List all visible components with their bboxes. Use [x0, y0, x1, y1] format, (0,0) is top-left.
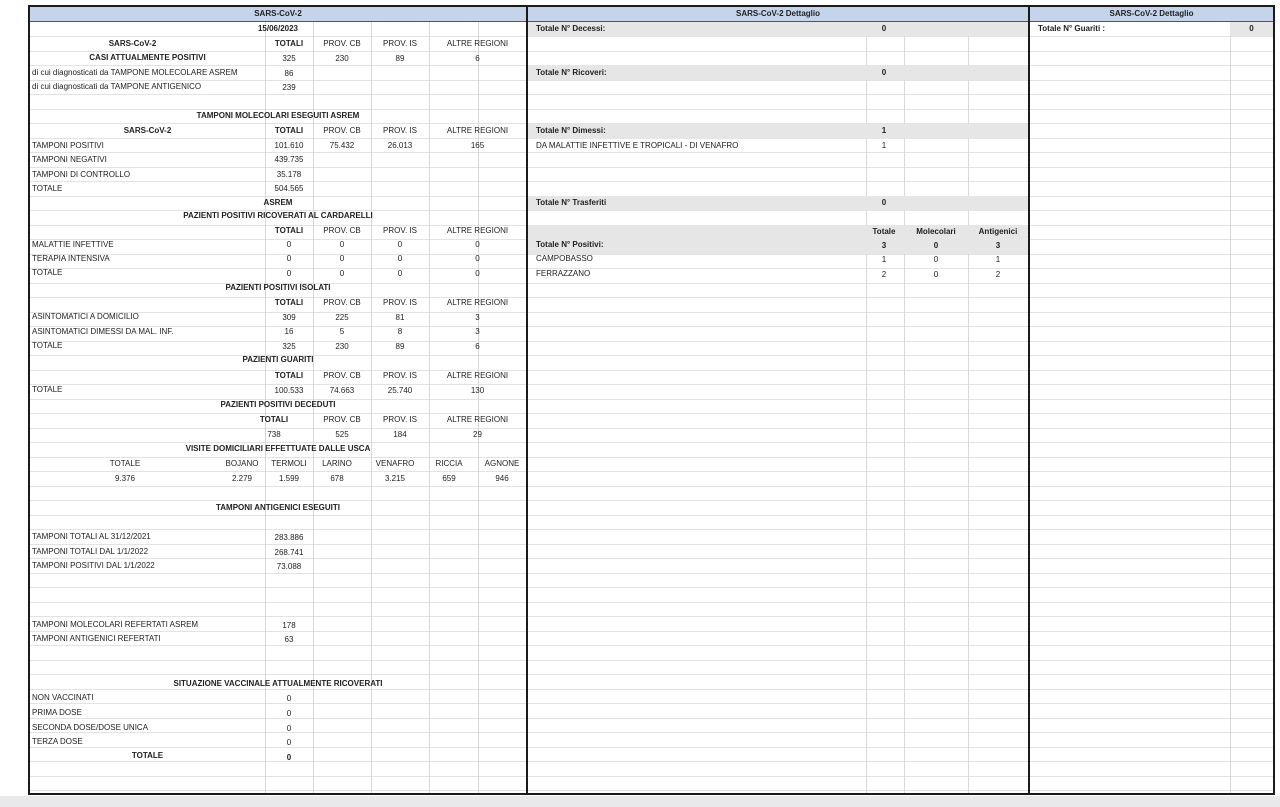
deceduti-title: PAZIENTI POSITIVI DECEDUTI [220, 400, 336, 409]
grid-line [30, 616, 526, 617]
vaccini-title: SITUAZIONE VACCINALE ATTUALMENTE RICOVERATI [173, 679, 383, 688]
visite-col-riccia: RICCIA [435, 459, 463, 468]
grid-line [528, 486, 1028, 487]
grid-line [528, 471, 1028, 472]
grid-line [528, 500, 1028, 501]
table-row-label: TAMPONI NEGATIVI [32, 155, 107, 164]
table-row-label: FERRAZZANO [536, 269, 591, 278]
table-cell: 16 [284, 327, 294, 336]
grid-line [30, 602, 526, 603]
visite-bojano: 2.279 [231, 474, 253, 483]
grid-line [1030, 36, 1273, 37]
grid-line [528, 718, 1028, 719]
grid-line [528, 645, 1028, 646]
ricoverati-col-cb: PROV. CB [323, 226, 361, 235]
right-panel-header: SARS-CoV-2 Dettaglio [1030, 7, 1273, 22]
visite-riccia: 659 [442, 474, 456, 483]
grid-line [528, 94, 1028, 95]
table-row-label: ASINTOMATICI DIMESSI DA MAL. INF. [32, 327, 174, 336]
grid-line [1030, 94, 1273, 95]
table-cell: 25.740 [387, 386, 413, 395]
isolati-col-cb: PROV. CB [323, 298, 361, 307]
visite-col-agnone: AGNONE [484, 459, 520, 468]
grid-line [528, 587, 1028, 588]
table-cell: 0 [339, 269, 345, 278]
table-cell: 1 [995, 255, 1001, 264]
table-row-label: TERZA DOSE [32, 737, 83, 746]
positivi-totale: 3 [881, 241, 887, 250]
grid-line [30, 544, 526, 545]
grid-line [528, 51, 1028, 52]
tamponi-col-altre: ALTRE REGIONI [446, 126, 509, 135]
table-row-label: PRIMA DOSE [32, 708, 82, 717]
ricoverati-col-is: PROV. IS [383, 226, 417, 235]
table-cell: 0 [286, 254, 292, 263]
grid-line [30, 457, 526, 458]
table-cell: 0 [397, 254, 403, 263]
table-cell: 439.735 [274, 155, 304, 164]
table-cell: 0 [286, 240, 292, 249]
deceduti-col-totali: TOTALI [259, 415, 289, 424]
table-cell: 0 [339, 240, 345, 249]
deceduti-is: 184 [393, 430, 407, 439]
table-cell: 0 [475, 269, 480, 278]
grid-line [1030, 703, 1273, 704]
table-cell: 1 [881, 255, 887, 264]
table-cell: 0 [286, 269, 292, 278]
ricoverati-col-altre: ALTRE REGIONI [446, 226, 509, 235]
grid-line [1030, 167, 1273, 168]
grid-line [1030, 486, 1273, 487]
table-cell: 165 [470, 141, 485, 150]
grid-line [1030, 602, 1273, 603]
grid-line [30, 36, 526, 37]
visite-col-bojano: BOJANO [225, 459, 259, 468]
guariti-title: PAZIENTI GUARITI [242, 355, 314, 364]
grid-line [1030, 225, 1273, 226]
table-row-label: TERAPIA INTENSIVA [32, 254, 110, 263]
positivi-col-molecolari: Molecolari [916, 227, 956, 236]
isolati-col-altre: ALTRE REGIONI [446, 298, 509, 307]
grid-line [30, 631, 526, 632]
table-row-label: TAMPONI POSITIVI [32, 141, 104, 150]
grid-line [1030, 442, 1273, 443]
tamponi-col-cb: PROV. CB [323, 126, 361, 135]
guariti-col-is: PROV. IS [383, 371, 417, 380]
grid-line [1030, 80, 1273, 81]
grid-line [528, 457, 1028, 458]
grid-line [528, 674, 1028, 675]
grid-line [1030, 181, 1273, 182]
table-cell: 2 [995, 270, 1001, 279]
grid-line [1030, 341, 1273, 342]
trasferiti-value: 0 [881, 198, 887, 207]
grid-line [30, 573, 526, 574]
visite-agnone: 946 [495, 474, 509, 483]
deceduti-col-is: PROV. IS [383, 415, 417, 424]
visite-col-totale: TOTALE [109, 459, 141, 468]
ricoveri-value: 0 [881, 68, 887, 77]
grid-line [528, 631, 1028, 632]
table-cell: 230 [335, 342, 349, 351]
table-row-label: CAMPOBASSO [536, 254, 593, 263]
visite-title: VISITE DOMICILIARI EFFETTUATE DALLE USCA [185, 444, 371, 453]
grid-line [30, 529, 526, 530]
grid-line [528, 544, 1028, 545]
table-cell: 0 [475, 254, 480, 263]
grid-line [30, 123, 526, 124]
grid-line [30, 196, 526, 197]
guariti-value: 0 [1249, 24, 1254, 33]
grid-line [1030, 573, 1273, 574]
grid-line [528, 529, 1028, 530]
ricoveri-label: Totale N° Ricoveri: [536, 68, 607, 77]
guariti-label: Totale N° Guariti : [1038, 24, 1106, 33]
grid-line [1030, 51, 1273, 52]
right-panel [1030, 7, 1273, 793]
grid-line [528, 167, 1028, 168]
isolati-title: PAZIENTI POSITIVI ISOLATI [225, 283, 331, 292]
table-row-label: TAMPONI ANTIGENICI REFERTATI [32, 634, 161, 643]
grid-line [30, 167, 526, 168]
grid-line [30, 587, 526, 588]
grid-line [1030, 152, 1273, 153]
grid-line [1030, 239, 1273, 240]
deceduti-col-cb: PROV. CB [323, 415, 361, 424]
grid-line [30, 790, 526, 791]
deceduti-totali: 738 [267, 430, 281, 439]
grid-line [1030, 471, 1273, 472]
grid-line [30, 80, 526, 81]
antigenici-title: TAMPONI ANTIGENICI ESEGUITI [215, 503, 340, 512]
grid-line [1030, 399, 1273, 400]
table-cell: 6 [475, 342, 480, 351]
vaccini-total-label: TOTALE [131, 751, 164, 760]
table-row-label: TAMPONI TOTALI DAL 1/1/2022 [32, 547, 149, 556]
table-row-label: MALATTIE INFETTIVE [32, 240, 114, 249]
left-panel-header: SARS-CoV-2 [30, 7, 526, 22]
table-cell: 81 [395, 313, 405, 322]
grid-line [1030, 689, 1273, 690]
table-cell: 0 [475, 240, 480, 249]
casi-cb: 230 [335, 54, 349, 63]
grid-line [528, 268, 1028, 269]
grid-line [1030, 587, 1273, 588]
table-cell: 63 [284, 635, 294, 644]
grid-line [1030, 660, 1273, 661]
table-row-label: TAMPONI POSITIVI DAL 1/1/2022 [32, 561, 155, 570]
table-cell: 0 [286, 738, 292, 747]
grid-line [30, 65, 526, 66]
decessi-value: 0 [881, 24, 887, 33]
tamponi-title: TAMPONI MOLECOLARI ESEGUITI ASREM [196, 111, 360, 120]
table-cell: 283.886 [274, 533, 304, 542]
grid-line [528, 413, 1028, 414]
left-panel [30, 7, 526, 793]
grid-line [1230, 22, 1231, 793]
table-cell: 101.610 [274, 141, 304, 150]
grid-line [30, 500, 526, 501]
grid-line [528, 573, 1028, 574]
col-header-prov-cb: PROV. CB [323, 39, 361, 48]
grid-line [30, 138, 526, 139]
grid-line [1030, 428, 1273, 429]
grid-line [528, 616, 1028, 617]
positivi-label: Totale N° Positivi: [536, 240, 604, 249]
grid-line [1030, 718, 1273, 719]
visite-col-termoli: TERMOLI [271, 459, 307, 468]
grid-line [1030, 645, 1273, 646]
dimessi-value: 1 [881, 126, 887, 135]
grid-line [528, 36, 1028, 37]
grid-line [1030, 138, 1273, 139]
grid-line [1030, 761, 1273, 762]
table-cell: 0 [286, 709, 292, 718]
table-cell: 178 [282, 621, 296, 630]
grid-line [528, 109, 1028, 110]
grid-line [30, 384, 526, 385]
casi-title: CASI ATTUALMENTE POSITIVI [89, 53, 206, 62]
grid-line [1030, 109, 1273, 110]
grid-line [1030, 355, 1273, 356]
grid-line [30, 51, 526, 52]
table-cell: 75.432 [329, 141, 355, 150]
table-row-label: TOTALE [32, 385, 63, 394]
grid-line [528, 341, 1028, 342]
grid-line [528, 181, 1028, 182]
guariti-col-totali: TOTALI [274, 371, 304, 380]
grid-line [528, 790, 1028, 791]
dimessi-row-value: 1 [881, 141, 887, 150]
grid-line [1030, 312, 1273, 313]
col-header-prov-is: PROV. IS [383, 39, 417, 48]
grid-line [1030, 732, 1273, 733]
grid-line [528, 384, 1028, 385]
grid-line [1030, 674, 1273, 675]
grid-line [528, 761, 1028, 762]
table-row-label: TAMPONI MOLECOLARI REFERTATI ASREM [32, 620, 199, 629]
table-cell: 3 [475, 313, 480, 322]
col-header-altre: ALTRE REGIONI [446, 39, 509, 48]
positivi-antigenici: 3 [995, 241, 1001, 250]
grid-line [30, 413, 526, 414]
table-cell: 3 [475, 327, 480, 336]
grid-line [1030, 196, 1273, 197]
grid-line [1030, 457, 1273, 458]
grid-line [528, 312, 1028, 313]
casi-row-label: di cui diagnosticati da TAMPONE MOLECOLARE ASREM [32, 68, 238, 77]
page-bottom-strip [0, 796, 1280, 807]
grid-line [30, 660, 526, 661]
grid-line [528, 442, 1028, 443]
grid-line [30, 152, 526, 153]
casi-altre: 6 [475, 54, 480, 63]
guariti-col-cb: PROV. CB [323, 371, 361, 380]
spreadsheet-sheet [28, 5, 1275, 795]
grid-line [30, 674, 526, 675]
grid-line [30, 776, 526, 777]
table-cell: 0 [286, 694, 292, 703]
grid-line [30, 94, 526, 95]
table-row-label: ASINTOMATICI A DOMICILIO [32, 312, 139, 321]
grid-line [528, 660, 1028, 661]
middle-panel [528, 7, 1028, 793]
table-row-label: SECONDA DOSE/DOSE UNICA [32, 723, 149, 732]
grid-line [1030, 616, 1273, 617]
grid-line [528, 776, 1028, 777]
isolati-col-is: PROV. IS [383, 298, 417, 307]
grid-line [528, 399, 1028, 400]
grid-line [1030, 544, 1273, 545]
grid-line [1030, 65, 1273, 66]
deceduti-cb: 525 [335, 430, 349, 439]
casi-row-value: 86 [284, 69, 294, 78]
dimessi-label: Totale N° Dimessi: [536, 126, 606, 135]
grid-line [1030, 123, 1273, 124]
asrem-label: ASREM [263, 198, 293, 207]
grid-line [1030, 326, 1273, 327]
grid-line [528, 602, 1028, 603]
visite-col-larino: LARINO [322, 459, 352, 468]
table-cell: 5 [339, 327, 345, 336]
grid-line [1030, 210, 1273, 211]
ricoverati-col-totali: TOTALI [274, 226, 304, 235]
trasferiti-label: Totale N° Trasferiti [536, 198, 607, 207]
table-row-label: TAMPONI DI CONTROLLO [32, 170, 131, 179]
table-cell: 504.565 [274, 184, 304, 193]
grid-line [528, 370, 1028, 371]
table-cell: 0 [397, 240, 403, 249]
table-row-label: TAMPONI TOTALI AL 31/12/2021 [32, 532, 151, 541]
table-cell: 8 [397, 327, 403, 336]
table-cell: 35.178 [276, 170, 302, 179]
grid-line [1030, 384, 1273, 385]
grid-line [1030, 747, 1273, 748]
grid-line [1030, 500, 1273, 501]
table-row-label: TOTALE [32, 268, 63, 277]
grid-line [1030, 529, 1273, 530]
grid-line [1030, 297, 1273, 298]
visite-totale: 9.376 [114, 474, 136, 483]
casi-row-label: di cui diagnosticati da TAMPONE ANTIGENICO [32, 82, 202, 91]
grid-line [1030, 558, 1273, 559]
col-header-totali: TOTALI [274, 39, 304, 48]
casi-row-value: 239 [282, 83, 296, 92]
table-cell: 74.663 [329, 386, 355, 395]
grid-line [30, 558, 526, 559]
table-cell: 26.013 [387, 141, 413, 150]
table-cell: 73.088 [276, 562, 302, 571]
grid-line [528, 355, 1028, 356]
table-cell: 100.533 [274, 386, 304, 395]
vaccini-total-value: 0 [286, 753, 292, 762]
grid-line [528, 515, 1028, 516]
grid-line [1030, 790, 1273, 791]
grid-line [528, 689, 1028, 690]
isolati-col-totali: TOTALI [274, 298, 304, 307]
table-cell: 0 [286, 724, 292, 733]
grid-line [528, 747, 1028, 748]
grid-line [30, 109, 526, 110]
grid-line [1030, 515, 1273, 516]
decessi-label: Totale N° Decessi: [536, 24, 606, 33]
grid-line [528, 558, 1028, 559]
table-cell: 225 [335, 313, 349, 322]
guariti-col-altre: ALTRE REGIONI [446, 371, 509, 380]
grid-line [528, 428, 1028, 429]
table-row-label: NON VACCINATI [32, 693, 94, 702]
grid-line [528, 732, 1028, 733]
middle-panel-header: SARS-CoV-2 Dettaglio [528, 7, 1028, 22]
grid-line [528, 283, 1028, 284]
grid-line [30, 471, 526, 472]
grid-line [528, 80, 1028, 81]
table-cell: 89 [395, 342, 405, 351]
grid-line [528, 152, 1028, 153]
grid-line [1030, 254, 1273, 255]
visite-larino: 678 [330, 474, 344, 483]
positivi-col-totale: Totale [872, 227, 896, 236]
grid-line [1030, 370, 1273, 371]
ricoverati-title: PAZIENTI POSITIVI RICOVERATI AL CARDARELLI [183, 211, 373, 220]
table-cell: 325 [282, 342, 296, 351]
table-cell: 2 [881, 270, 887, 279]
grid-line [528, 297, 1028, 298]
table-row-label: TOTALE [32, 184, 63, 193]
table-cell: 0 [339, 254, 345, 263]
table-cell: 130 [470, 386, 485, 395]
casi-is: 89 [395, 54, 405, 63]
grid-line [30, 645, 526, 646]
table-cell: 309 [282, 313, 296, 322]
table-cell: 268.741 [274, 548, 304, 557]
tamponi-col-is: PROV. IS [383, 126, 417, 135]
casi-totali: 325 [282, 54, 296, 63]
table-row-label: TOTALE [32, 341, 63, 350]
grid-line [30, 428, 526, 429]
table-cell: 0 [933, 255, 939, 264]
grid-line [1030, 776, 1273, 777]
grid-line [528, 326, 1028, 327]
table-cell: 0 [933, 270, 939, 279]
grid-line [30, 515, 526, 516]
deceduti-col-altre: ALTRE REGIONI [446, 415, 509, 424]
grid-line [1030, 283, 1273, 284]
grid-line [30, 442, 526, 443]
tamponi-col-sars: SARS-CoV-2 [123, 126, 172, 135]
visite-col-venafro: VENAFRO [375, 459, 415, 468]
grid-line [1030, 268, 1273, 269]
col-header-sars: SARS-CoV-2 [108, 39, 157, 48]
dimessi-row-label: DA MALATTIE INFETTIVE E TROPICALI - DI VENAFRO [536, 141, 739, 150]
grid-line [1030, 631, 1273, 632]
table-cell: 0 [397, 269, 403, 278]
deceduti-altre: 29 [473, 430, 482, 439]
tamponi-col-totali: TOTALI [274, 126, 304, 135]
grid-line [1030, 413, 1273, 414]
grid-line [528, 703, 1028, 704]
visite-termoli: 1.599 [278, 474, 300, 483]
grid-line [30, 181, 526, 182]
visite-venafro: 3.215 [384, 474, 406, 483]
positivi-molecolari: 0 [933, 241, 939, 250]
report-date: 15/06/2023 [257, 24, 299, 33]
positivi-col-antigenici: Antigenici [978, 227, 1018, 236]
grid-line [30, 689, 526, 690]
grid-line [30, 486, 526, 487]
